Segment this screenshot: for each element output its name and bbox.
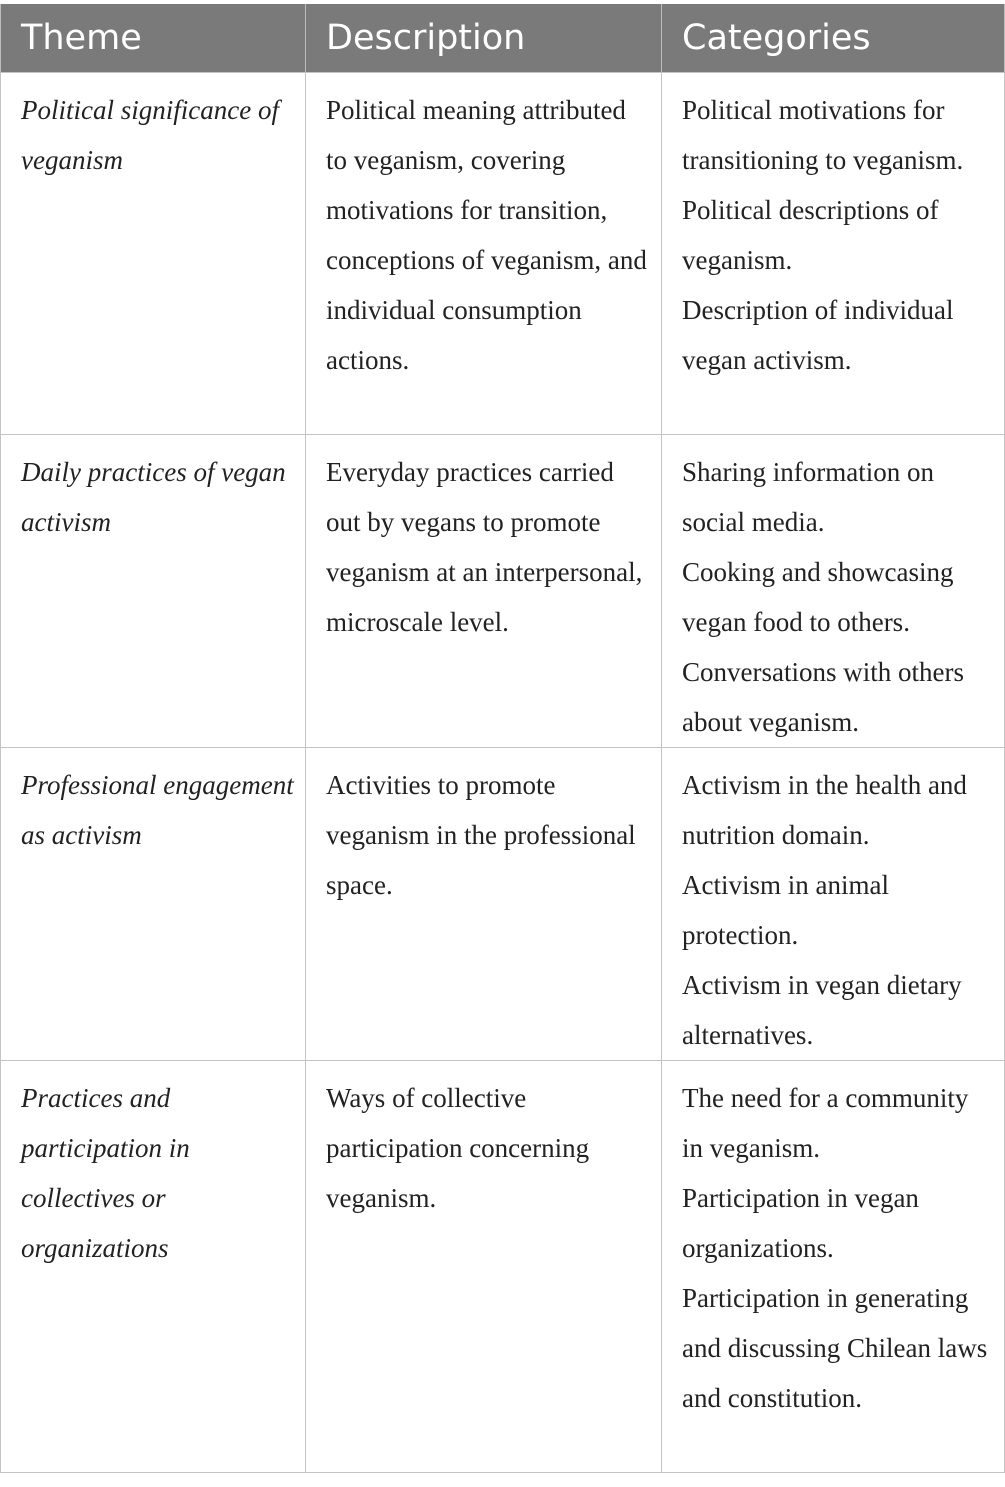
theme-cell: Practices and participation in collectives or organizations — [1, 1061, 306, 1473]
category-item: Political descriptions of veganism. — [682, 195, 939, 275]
themes-table-container — [0, 4, 1004, 1473]
category-item: Activism in the health and nutrition domain. — [682, 770, 967, 850]
header-theme: Theme — [1, 4, 306, 73]
themes-table — [0, 4, 1005, 1473]
theme-cell: Daily practices of vegan activism — [1, 435, 306, 748]
category-item: Activism in vegan dietary alternatives. — [682, 970, 962, 1050]
categories-cell — [662, 435, 1005, 748]
category-item: Sharing information on social media. — [682, 457, 934, 537]
description-cell: Political meaning attributed to veganism, covering motivations for transition, conceptions of veganism, and individual consumption actions. — [306, 73, 662, 435]
categories-cell — [662, 748, 1005, 1061]
category-item: Conversations with others about veganism. — [682, 657, 964, 737]
table-row — [1, 73, 1005, 435]
category-item: The need for a community in veganism. — [682, 1083, 969, 1163]
description-cell: Everyday practices carried out by vegans to promote veganism at an interpersonal, microscale level. — [306, 435, 662, 748]
category-item: Cooking and showcasing vegan food to others. — [682, 557, 954, 637]
header-description: Description — [306, 4, 662, 73]
description-cell: Ways of collective participation concerning veganism. — [306, 1061, 662, 1473]
category-item: Participation in generating and discussing Chilean laws and constitution. — [682, 1283, 988, 1413]
category-item: Activism in animal protection. — [682, 870, 889, 950]
table-header-row — [1, 4, 1005, 73]
theme-cell: Professional engagement as activism — [1, 748, 306, 1061]
theme-cell: Political significance of veganism — [1, 73, 306, 435]
table-row — [1, 435, 1005, 748]
categories-cell — [662, 73, 1005, 435]
category-item: Political motivations for transitioning to veganism. — [682, 95, 964, 175]
table-row — [1, 748, 1005, 1061]
table-row — [1, 1061, 1005, 1473]
category-item: Description of individual vegan activism. — [682, 295, 954, 375]
description-cell: Activities to promote veganism in the professional space. — [306, 748, 662, 1061]
category-item: Participation in vegan organizations. — [682, 1183, 919, 1263]
header-categories: Categories — [662, 4, 1005, 73]
categories-cell — [662, 1061, 1005, 1473]
